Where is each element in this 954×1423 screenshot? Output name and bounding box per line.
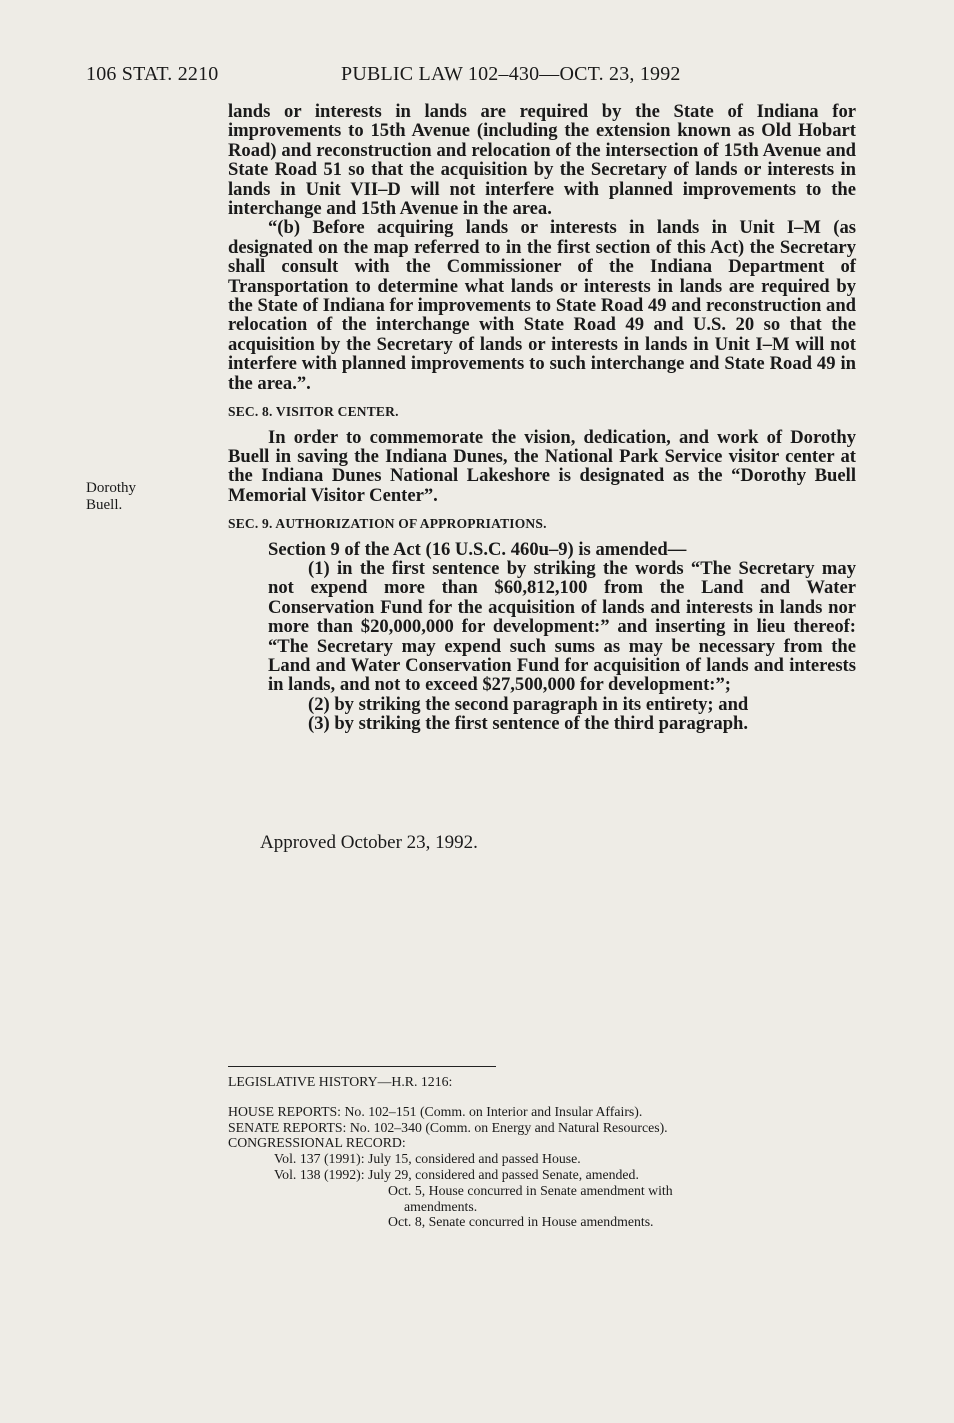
public-law-title: PUBLIC LAW 102–430—OCT. 23, 1992 — [341, 63, 681, 85]
approved-date: Approved October 23, 1992. — [260, 832, 478, 853]
stat-citation: 106 STAT. 2210 — [86, 63, 219, 85]
section-8-heading: SEC. 8. VISITOR CENTER. — [228, 404, 399, 420]
senate-reports: SENATE REPORTS: No. 102–340 (Comm. on Energy and Natural Resources). — [228, 1119, 668, 1135]
record-vol-137: Vol. 137 (1991): July 15, considered and passed House. — [274, 1151, 581, 1167]
record-oct-8: Oct. 8, Senate concurred in House amendments. — [388, 1214, 654, 1230]
record-vol-138: Vol. 138 (1992): July 29, considered and passed Senate, amended. — [274, 1166, 639, 1182]
paragraph-continued: lands or interests in lands are required by the State of Indiana for improvements to 15th Avenue (including the extension known as Old Hobart Road) and reconstruction and relocation of the intersection of 15th Avenue and State Road 51 so that the acquisition by the Secretary of lands or interests in lands in Unit VII–D will not interfere with planned improvements to the interchange and 15th Avenue in the area. — [228, 101, 856, 220]
legislative-history-title: LEGISLATIVE HISTORY—H.R. 1216: — [228, 1074, 453, 1089]
margin-note-line1: Dorothy — [86, 480, 136, 496]
record-oct-5: Oct. 5, House concurred in Senate amendment with — [388, 1182, 673, 1198]
footnote-divider — [228, 1066, 496, 1067]
body-text — [228, 102, 856, 734]
congressional-record: CONGRESSIONAL RECORD: — [228, 1135, 406, 1151]
amendment-item-1: (1) in the first sentence by striking the words “The Secretary may not expend more than $60,812,100 from the Land and Water Conservation Fund for the acquisition of lands and interests in lands nor more than $20,000,000 for development:” and inserting in lieu thereof: “The Secretary may expend such sums as may be necessary from the Land and Water Conservation Fund for acquisition of lands and interests in lands, and not to exceed $27,500,000 for development:”; — [268, 557, 856, 696]
house-reports: HOUSE REPORTS: No. 102–151 (Comm. on Interior and Insular Affairs). — [228, 1103, 643, 1119]
margin-note-line2: Buell. — [86, 497, 123, 513]
section-9-intro: Section 9 of the Act (16 U.S.C. 460u–9) is amended— — [268, 538, 687, 560]
amendment-item-2: (2) by striking the second paragraph in its entirety; and — [308, 693, 749, 715]
paragraph-b: “(b) Before acquiring lands or interests in lands in Unit I–M (as designated on the map referred to in the first section of this Act) the Secretary shall consult with the Commissioner of the Indiana Department of Transportation to determine what lands or interests in lands are required by the State of Indiana for improvements to State Road 49 and reconstruction and relocation of the interchange with State Road 49 and U.S. 20 so that the acquisition by the Secretary of lands or interests in lands in Unit I–M will not interfere with planned improvements to such interchange and State Road 49 in the area.”. — [228, 217, 856, 394]
margin-note — [86, 480, 186, 514]
legislative-history — [228, 1074, 848, 1230]
amendment-item-3: (3) by striking the first sentence of the third paragraph. — [308, 713, 749, 735]
record-oct-5-cont: amendments. — [404, 1198, 478, 1214]
section-8-text: In order to commemorate the vision, dedication, and work of Dorothy Buell in saving the Indiana Dunes, the National Park Service visitor center at the Indiana Dunes National Lakeshore is designated as the “Dorothy Buell Memorial Visitor Center”. — [228, 426, 856, 506]
section-9-heading: SEC. 9. AUTHORIZATION OF APPROPRIATIONS. — [228, 516, 547, 532]
